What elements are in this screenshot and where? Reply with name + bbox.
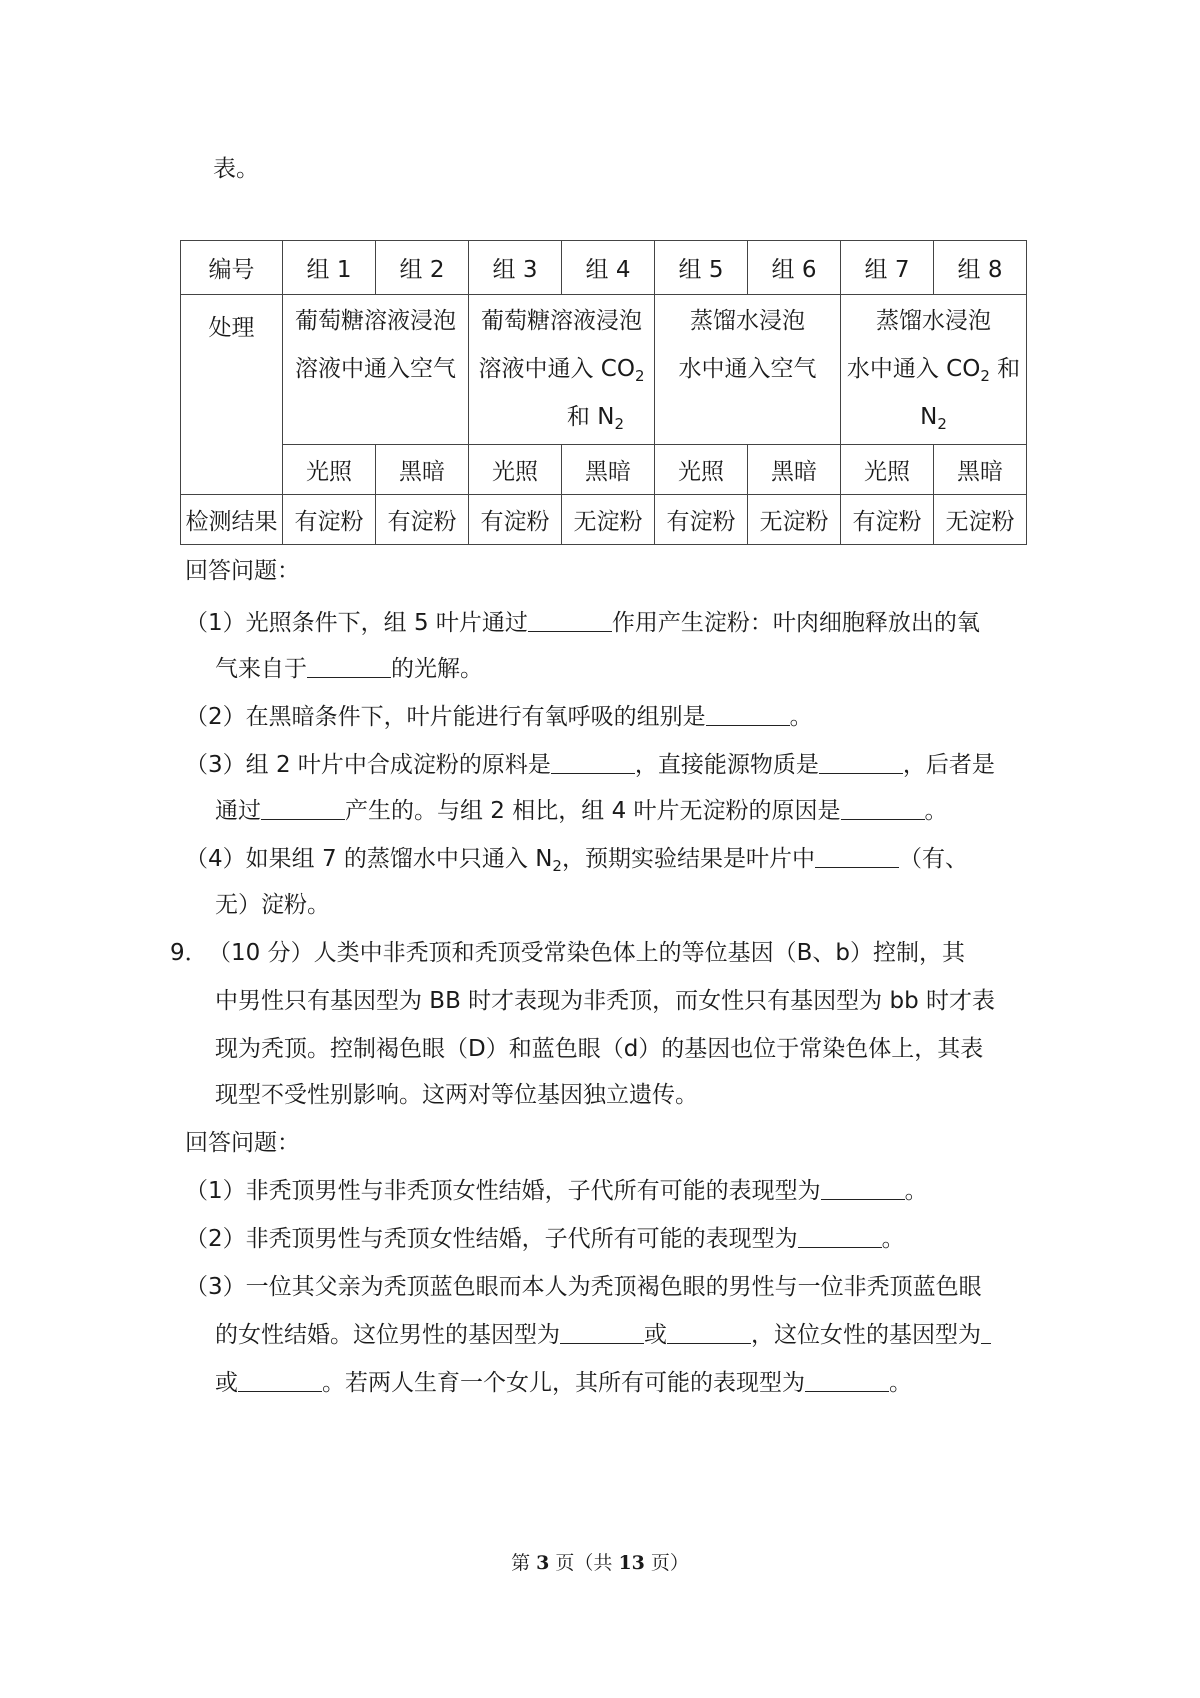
answer-blank[interactable] [815, 843, 899, 868]
result-label: 检测结果 [181, 495, 283, 545]
treatment-cell [655, 295, 841, 445]
treatment-cell [469, 295, 655, 445]
result-value: 有淀粉 [283, 495, 376, 545]
answer-blank[interactable] [805, 1367, 889, 1392]
treatment-text: $N_2$ [920, 404, 947, 433]
treatment-text: 水中通入 $CO_2$ 和 [846, 356, 1021, 385]
q9-line3: 现为秃顶。控制褐色眼（D）和蓝色眼（d）的基因也位于常染色体上，其表 [215, 1036, 984, 1062]
light-condition: 光照 [283, 445, 376, 495]
page-footer: 第 3 页（共 13 页） [511, 1552, 689, 1574]
group-header: 组 3 [469, 241, 562, 295]
answer-blank[interactable] [798, 1223, 882, 1248]
page-total: 13 [618, 1552, 645, 1574]
answer-blank[interactable] [706, 701, 790, 726]
group-header: 组 7 [841, 241, 934, 295]
q9-line4: 现型不受性别影响。这两对等位基因独立遗传。 [215, 1082, 698, 1108]
table-row-result [181, 495, 1027, 545]
group-header: 组 1 [283, 241, 376, 295]
q8-part4-line1: （4）如果组 7 的蒸馏水中只通入 $N_2$，预期实验结果是叶片中 （有、 [185, 840, 968, 873]
answer-blank[interactable] [307, 653, 391, 678]
q9-part3-line3: 或 。若两人生育一个女儿，其所有可能的表现型为 。 [215, 1364, 912, 1397]
light-condition: 光照 [841, 445, 934, 495]
result-value: 有淀粉 [655, 495, 748, 545]
answer-blank[interactable] [560, 1319, 644, 1344]
light-condition: 黑暗 [934, 445, 1027, 495]
answer-blank[interactable] [667, 1319, 751, 1344]
treatment-text: 蒸馏水浸泡 [876, 308, 991, 334]
result-value: 无淀粉 [934, 495, 1027, 545]
q9-part2: （2）非秃顶男性与秃顶女性结婚，子代所有可能的表现型为 。 [185, 1220, 905, 1253]
table-row-light [181, 445, 1027, 495]
answer-blank[interactable] [981, 1319, 991, 1344]
answer-blank[interactable] [819, 749, 903, 774]
table-row-header [181, 241, 1027, 295]
q9-line2: 中男性只有基因型为 BB 时才表现为非秃顶，而女性只有基因型为 bb 时才表 [215, 988, 996, 1014]
q8-part2: （2）在黑暗条件下，叶片能进行有氧呼吸的组别是 。 [185, 698, 813, 731]
header-label: 编号 [181, 241, 283, 295]
answer-prompt: 回答问题： [185, 558, 300, 584]
light-condition: 黑暗 [376, 445, 469, 495]
treatment-text: 蒸馏水浸泡 [690, 308, 805, 334]
q9-part1: （1）非秃顶男性与非秃顶女性结婚，子代所有可能的表现型为 。 [185, 1172, 928, 1205]
answer-blank[interactable] [841, 795, 925, 820]
treatment-cell [841, 295, 1027, 445]
q8-part3-line2: 通过 产生的。与组 2 相比，组 4 叶片无淀粉的原因是 。 [215, 792, 948, 825]
page-number: 3 [536, 1552, 550, 1574]
q8-part4-line2: 无）淀粉。 [215, 892, 330, 918]
q9-line1: 9．（10 分）人类中非秃顶和秃顶受常染色体上的等位基因（B、b）控制，其 [170, 934, 965, 967]
light-condition: 黑暗 [748, 445, 841, 495]
result-value: 无淀粉 [748, 495, 841, 545]
light-condition: 光照 [655, 445, 748, 495]
q9-part3-line2: 的女性结婚。这位男性的基因型为 或 ，这位女性的基因型为 [215, 1316, 991, 1349]
answer-blank[interactable] [528, 607, 612, 632]
answer-blank[interactable] [261, 795, 345, 820]
experiment-table [180, 240, 1027, 545]
q8-part1-line1: （1）光照条件下，组 5 叶片通过 作用产生淀粉：叶肉细胞释放出的氧 [185, 604, 980, 637]
treatment-text: 和 $N_2$ [566, 404, 624, 433]
answer-blank[interactable] [238, 1367, 322, 1392]
result-value: 有淀粉 [469, 495, 562, 545]
q9-part3-line1: （3）一位其父亲为秃顶蓝色眼而本人为秃顶褐色眼的男性与一位非秃顶蓝色眼 [185, 1274, 982, 1300]
group-header: 组 5 [655, 241, 748, 295]
q8-part3-line1: （3）组 2 叶片中合成淀粉的原料是 ，直接能源物质是 ，后者是 [185, 746, 995, 779]
treatment-text: 水中通入空气 [678, 356, 817, 382]
intro-text: 表。 [213, 156, 259, 182]
light-condition: 光照 [469, 445, 562, 495]
treatment-text: 溶液中通入 $CO_2$ [478, 356, 645, 385]
light-condition: 黑暗 [562, 445, 655, 495]
group-header: 组 8 [934, 241, 1027, 295]
result-value: 无淀粉 [562, 495, 655, 545]
group-header: 组 2 [376, 241, 469, 295]
treatment-text: 葡萄糖溶液浸泡 [481, 308, 642, 334]
treatment-text: 葡萄糖溶液浸泡 [295, 308, 456, 334]
answer-blank[interactable] [551, 749, 635, 774]
treatment-text: 溶液中通入空气 [295, 356, 456, 382]
q8-part1-line2: 气来自于 的光解。 [215, 650, 483, 683]
question-number: 9． [170, 940, 208, 966]
result-value: 有淀粉 [376, 495, 469, 545]
answer-blank[interactable] [821, 1175, 905, 1200]
treatment-label: 处理 [181, 295, 283, 495]
group-header: 组 6 [748, 241, 841, 295]
group-header: 组 4 [562, 241, 655, 295]
table-row-treatment [181, 295, 1027, 445]
treatment-cell [283, 295, 469, 445]
result-value: 有淀粉 [841, 495, 934, 545]
answer-prompt: 回答问题： [185, 1130, 300, 1156]
